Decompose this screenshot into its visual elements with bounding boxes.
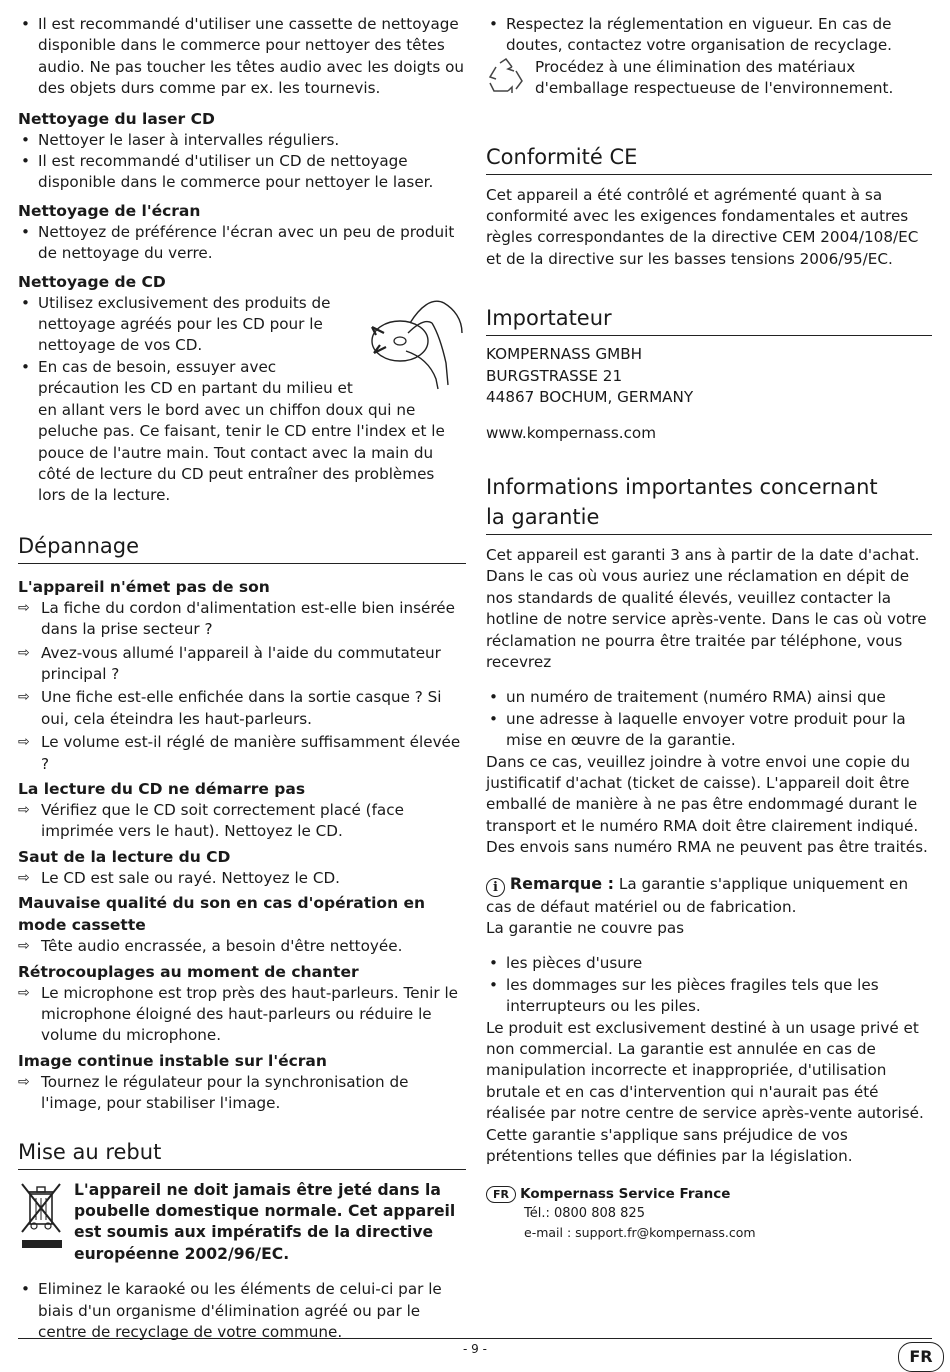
trouble-items	[18, 800, 466, 843]
trouble-items	[18, 983, 466, 1047]
importer-line2: BURGSTRASSE 21	[486, 366, 623, 385]
garantie-bullets	[486, 687, 932, 751]
list-item: ⇨ Le CD est sale ou rayé. Nettoyez le CD.	[18, 868, 466, 889]
trouble-title: Mauvaise qualité du son en cas d'opération en mode cassette	[18, 894, 426, 935]
ce-header	[486, 142, 932, 175]
service-name: Kompernass Service France	[520, 1186, 731, 1203]
page-number: - 9 -	[463, 1342, 487, 1356]
rebut-warning-text: L'appareil ne doit jamais être jeté dans la poubelle domestique normale. Cet appareil est soumis aux impératifs de la directive européenne 2002/96/EC.	[74, 1180, 456, 1263]
trouble-title: Rétrocouplages au moment de chanter	[18, 962, 359, 981]
list-item: • un numéro de traitement (numéro RMA) ainsi que	[486, 687, 932, 708]
depannage-heading: Dépannage	[18, 533, 140, 558]
depannage-header	[18, 531, 466, 564]
trouble-items	[18, 598, 466, 775]
list-item: ⇨ Tournez le régulateur pour la synchronisation de l'image, pour stabiliser l'image.	[18, 1072, 466, 1115]
list-item: ⇨ Tête audio encrassée, a besoin d'être nettoyée.	[18, 936, 466, 957]
rebut-bullets	[18, 1279, 466, 1343]
garantie-para2: Dans ce cas, veuillez joindre à votre envoi une copie du justificatif d'achat (ticket de caisse). L'appareil doit être emballé de manière à ne pas être endommagé durant le transport et le numéro RMA doit être clairement indiqué. Des envois sans numéro RMA ne peuvent pas être traités.	[486, 752, 928, 857]
remarque-text: La garantie s'applique uniquement en cas de défaut matériel ou de fabrication.	[486, 874, 909, 916]
trouble-items	[18, 868, 466, 889]
left-column	[18, 0, 466, 1343]
info-icon: i	[486, 878, 505, 897]
intro-bullets	[18, 14, 466, 100]
remarque	[486, 873, 932, 918]
list-item: • une adresse à laquelle envoyer votre produit pour la mise en œuvre de la garantie.	[486, 709, 932, 752]
garantie-heading-line2: la garantie	[486, 504, 600, 529]
trouble-items	[18, 1072, 466, 1115]
ecran-bullets	[18, 222, 466, 265]
list-item: • Nettoyer le laser à intervalles réguliers.	[18, 130, 466, 151]
list-item: • Nettoyez de préférence l'écran avec un peu de produit de nettoyage du verre.	[18, 222, 466, 265]
list-item: • les dommages sur les pièces fragiles tels que les interrupteurs ou les piles.	[486, 975, 932, 1018]
garantie-header	[486, 472, 932, 535]
service-block	[486, 1185, 932, 1242]
not-covered: La garantie ne couvre pas	[486, 918, 685, 937]
trouble-title: Saut de la lecture du CD	[18, 847, 231, 866]
list-item: • Il est recommandé d'utiliser une cassette de nettoyage disponible dans le commerce pour nettoyer des têtes audio. Ne pas toucher les têtes audio avec les doigts ou des objets durs comme par ex. les tournevis.	[18, 14, 466, 100]
footer-rule	[18, 1338, 932, 1339]
list-item: ⇨ Le microphone est trop près des haut-parleurs. Tenir le microphone éloigné des haut-parleurs ou réduire le volume du microphone.	[18, 983, 466, 1047]
recycle-text: Procédez à une élimination des matériaux d'emballage respectueuse de l'environnement.	[535, 57, 894, 98]
list-item: • Il est recommandé d'utiliser un CD de nettoyage disponible dans le commerce pour nettoyer le laser.	[18, 151, 466, 194]
rebut-warning	[18, 1180, 466, 1266]
ce-text: Cet appareil a été contrôlé et agrémenté quant à sa conformité avec les exigences fondamentales et autres règles correspondantes de la directive CEM 2004/108/EC et de la directive sur les basses tensions 2006/95/EC.	[486, 185, 919, 268]
trouble-items	[18, 936, 466, 957]
list-item: • les pièces d'usure	[486, 953, 932, 974]
list-item: • Eliminez le karaoké ou les éléments de celui-ci par le biais d'un organisme d'élimination agréé ou par le centre de recyclage de votre commune.	[18, 1279, 466, 1343]
list-item: ⇨ Le volume est-il réglé de manière suffisamment élevée ?	[18, 732, 466, 775]
rebut-header	[18, 1137, 466, 1170]
service-tel: Tél.: 0800 808 825	[524, 1206, 645, 1222]
garantie-intro: Cet appareil est garanti 3 ans à partir de la date d'achat. Dans le cas où vous auriez une réclamation en dépit de nos standards de qualité élevés, veuillez contacter la hotline de notre service après-vente. Dans le cas où votre réclamation ne pourra être traitée par téléphone, vous recevrez	[486, 545, 927, 671]
garantie-para3: Le produit est exclusivement destiné à un usage privé et non commercial. La garantie est annulée en cas de manipulation incorrecte et inappropriée, d'utilisation brutale et en cas d'intervention qui n'aurait pas été réalisée par notre centre de service après-vente autorisé. Cette garantie s'applique sans préjudice de vos prétentions telles que définies par la législation.	[486, 1018, 924, 1166]
importer-web: www.kompernass.com	[486, 424, 657, 443]
rebut-heading: Mise au rebut	[18, 1139, 162, 1164]
list-item: • Respectez la réglementation en vigueur. En cas de doutes, contactez votre organisation de recyclage.	[486, 14, 932, 57]
laser-heading: Nettoyage du laser CD	[18, 109, 215, 128]
cd-bullets	[18, 293, 466, 507]
laser-bullets	[18, 130, 466, 194]
garantie-bullets2	[486, 953, 932, 1017]
crossed-bin-icon	[18, 1180, 66, 1250]
list-item: ⇨ La fiche du cordon d'alimentation est-elle bien insérée dans la prise secteur ?	[18, 598, 466, 641]
service-email: e-mail : support.fr@kompernass.com	[524, 1225, 756, 1241]
fr-small-badge: FR	[486, 1186, 516, 1203]
ecran-heading: Nettoyage de l'écran	[18, 201, 201, 220]
trouble-title: Image continue instable sur l'écran	[18, 1051, 327, 1070]
cd-section	[18, 293, 466, 507]
recycle-icon	[486, 57, 526, 95]
list-item: ⇨ Vérifiez que le CD soit correctement placé (face imprimée vers le haut). Nettoyez le CD.	[18, 800, 466, 843]
list-item: ⇨ Une fiche est-elle enfichée dans la sortie casque ? Si oui, cela éteindra les haut-parleurs.	[18, 687, 466, 730]
garantie-heading-line1: Informations importantes concernant	[486, 474, 878, 499]
remarque-label: Remarque :	[509, 873, 615, 893]
trouble-title: L'appareil n'émet pas de son	[18, 577, 270, 596]
list-item: • En cas de besoin, essuyer avec précaution les CD en partant du milieu et en allant vers le bord avec un chiffon doux qui ne peluche pas. Ce faisant, tenir le CD entre l'index et le pouce de l'autre main. Tout contact avec la main du côté de lecture du CD peut entraîner des problèmes lors de la lecture.	[18, 357, 466, 507]
ce-heading: Conformité CE	[486, 144, 638, 169]
recycle-row	[486, 57, 932, 100]
trouble-title: La lecture du CD ne démarre pas	[18, 779, 306, 798]
cd-heading: Nettoyage de CD	[18, 272, 166, 291]
importateur-heading: Importateur	[486, 306, 612, 331]
importer-line3: 44867 BOCHUM, GERMANY	[486, 388, 694, 407]
importer-line1: KOMPERNASS GMBH	[486, 345, 643, 364]
list-item: • Utilisez exclusivement des produits de nettoyage agréés pour les CD pour le nettoyage de vos CD.	[18, 293, 466, 357]
right-column	[486, 0, 932, 1242]
depannage-groups	[18, 576, 466, 1115]
importateur-header	[486, 303, 932, 336]
list-item: ⇨ Avez-vous allumé l'appareil à l'aide du commutateur principal ?	[18, 643, 466, 686]
rebut-bullets-cont	[486, 14, 932, 57]
language-badge: FR	[898, 1342, 944, 1372]
